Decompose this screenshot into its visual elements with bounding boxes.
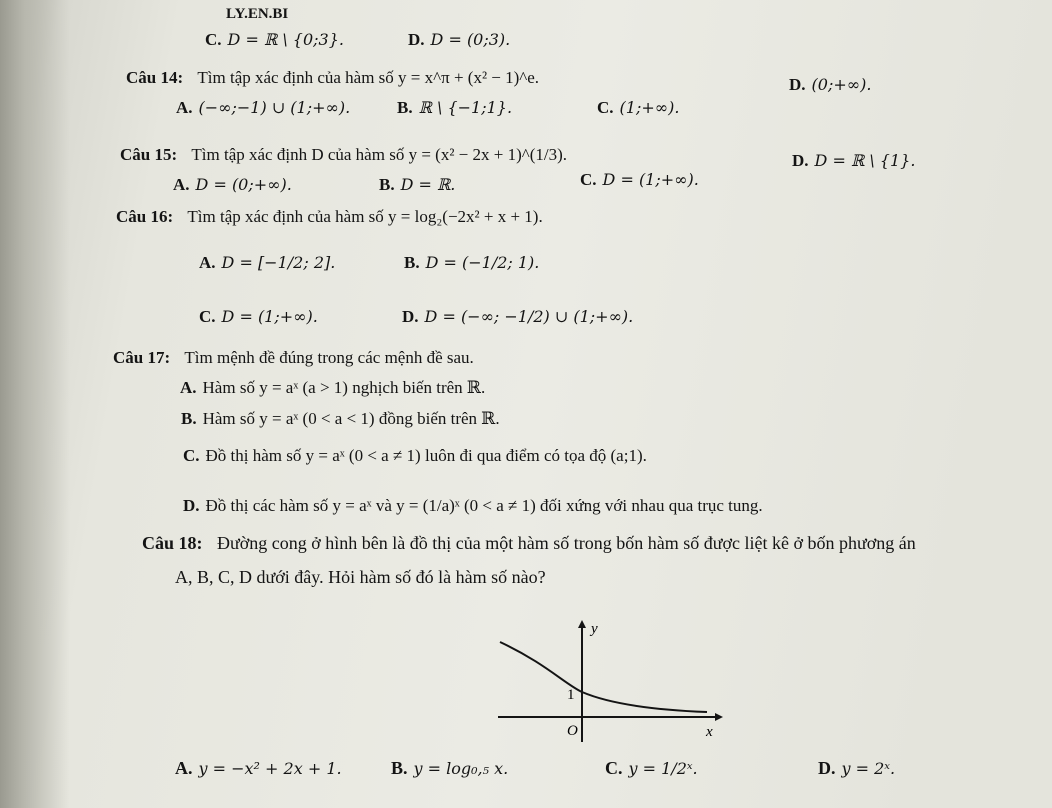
q14-option-a-text: (−∞;−1) ∪ (1;+∞). (198, 98, 351, 117)
q17-option-c-label: C. (183, 446, 200, 465)
q16-option-c-label: C. (199, 307, 216, 326)
q17-option-c (183, 446, 647, 466)
q17-option-a (180, 378, 485, 398)
q18-graph (495, 618, 725, 743)
q17-option-d-text: Đồ thị các hàm số y = aˣ và y = (1/a)ˣ (0 < a ≠ 1) đối xứng với nhau qua trục tung. (205, 496, 763, 515)
q18-option-b-label: B. (391, 758, 408, 778)
page-fold-shadow (0, 0, 70, 808)
q15-option-d (792, 151, 915, 171)
q15-question (120, 145, 567, 165)
q18-graph-svg (495, 618, 725, 743)
y-intercept-label: 1 (567, 687, 575, 703)
q16-prompt: Tìm tập xác định của hàm số y = log₂(−2x² + x + 1). (187, 207, 543, 226)
q16-option-b-text: D = (−1/2; 1). (425, 253, 540, 272)
q15-option-b-label: B. (379, 175, 395, 194)
q14-option-c-text: (1;+∞). (619, 98, 680, 117)
q13-option-d-label: D. (408, 30, 425, 49)
q16-option-b (404, 253, 539, 273)
q13-option-d-text: D = (0;3). (430, 30, 511, 49)
header-label: LY.EN.BI (226, 6, 289, 22)
x-axis-label: x (706, 724, 713, 740)
q14-option-d-label: D. (789, 75, 806, 94)
q18-option-a (175, 758, 342, 779)
q16-option-a (199, 253, 335, 273)
q14-option-a (176, 98, 350, 118)
q16-option-d-label: D. (402, 307, 419, 326)
q15-option-a-label: A. (173, 175, 190, 194)
q17-prompt: Tìm mệnh đề đúng trong các mệnh đề sau. (184, 348, 474, 367)
q18-option-d (818, 758, 895, 779)
q15-option-b-text: D = ℝ. (400, 175, 456, 194)
q14-option-b-label: B. (397, 98, 413, 117)
q18-prompt-line1: Đường cong ở hình bên là đồ thị của một hàm số trong bốn hàm số được liệt kê ở bốn phương án (217, 533, 916, 553)
q18-question (142, 533, 916, 554)
q14-option-b-text: ℝ \ {−1;1}. (418, 98, 513, 117)
q16-option-b-label: B. (404, 253, 420, 272)
q15-option-d-label: D. (792, 151, 809, 170)
q13-option-c-text: D = ℝ \ {0;3}. (227, 30, 344, 49)
q18-option-d-text: y = 2ˣ. (841, 759, 896, 778)
q17-option-d (183, 496, 763, 516)
q17-option-a-label: A. (180, 378, 197, 397)
q13-option-c (205, 30, 344, 50)
q18-option-b-text: y = log₀,₅ x. (413, 759, 509, 778)
q15-option-c (580, 170, 699, 190)
q16-option-a-label: A. (199, 253, 216, 272)
q17-option-c-text: Đồ thị hàm số y = aˣ (0 < a ≠ 1) luôn đi qua điểm có tọa độ (a;1). (205, 446, 647, 465)
q18-option-c-text: y = 1/2ˣ. (628, 759, 698, 778)
q18-option-a-text: y = −x² + 2x + 1. (198, 759, 342, 778)
q17-option-b (181, 409, 500, 429)
y-axis-arrow (578, 620, 586, 628)
q18-option-c-label: C. (605, 758, 623, 778)
q15-number: Câu 15: (120, 145, 178, 164)
q17-option-b-text: Hàm số y = aˣ (0 < a < 1) đồng biến trên ℝ. (202, 409, 500, 428)
q16-option-d-text: D = (−∞; −1/2) ∪ (1;+∞). (424, 307, 634, 326)
q15-prompt: Tìm tập xác định D của hàm số y = (x² − 2x + 1)^(1/3). (191, 145, 568, 164)
q18-option-a-label: A. (175, 758, 193, 778)
q17-number: Câu 17: (113, 348, 171, 367)
q18-option-d-label: D. (818, 758, 836, 778)
q16-option-c-text: D = (1;+∞). (221, 307, 318, 326)
q16-option-c (199, 307, 318, 327)
q14-option-a-label: A. (176, 98, 193, 117)
q13-option-c-label: C. (205, 30, 222, 49)
q17-question (113, 348, 474, 368)
q14-prompt: Tìm tập xác định của hàm số y = x^π + (x² − 1)^e. (197, 68, 540, 87)
q13-option-d (408, 30, 510, 50)
q14-option-b (397, 98, 512, 118)
q16-question (116, 207, 543, 227)
q16-number: Câu 16: (116, 207, 174, 226)
q17-option-b-label: B. (181, 409, 197, 428)
q16-option-d (402, 307, 633, 327)
y-axis-label: y (591, 621, 598, 637)
q18-option-b (391, 758, 508, 779)
q18-prompt-line2: A, B, C, D dưới đây. Hỏi hàm số đó là hàm số nào? (175, 567, 546, 587)
q14-option-d (789, 75, 871, 95)
q14-option-d-text: (0;+∞). (811, 75, 872, 94)
q14-question (126, 68, 539, 88)
q15-option-c-text: D = (1;+∞). (602, 170, 699, 189)
q15-option-a (173, 175, 292, 195)
x-axis-arrow (715, 713, 723, 721)
q18-option-c (605, 758, 698, 779)
q14-option-c-label: C. (597, 98, 614, 117)
q14-option-c (597, 98, 679, 118)
q14-number: Câu 14: (126, 68, 184, 87)
q15-option-d-text: D = ℝ \ {1}. (814, 151, 916, 170)
q17-option-a-text: Hàm số y = aˣ (a > 1) nghịch biến trên ℝ. (202, 378, 486, 397)
q17-option-d-label: D. (183, 496, 200, 515)
q15-option-c-label: C. (580, 170, 597, 189)
q16-option-a-text: D = [−1/2; 2]. (221, 253, 336, 272)
q15-option-b (379, 175, 455, 195)
curve (500, 642, 707, 712)
q18-number: Câu 18: (142, 533, 203, 553)
q15-option-a-text: D = (0;+∞). (195, 175, 292, 194)
origin-label: O (567, 723, 578, 739)
